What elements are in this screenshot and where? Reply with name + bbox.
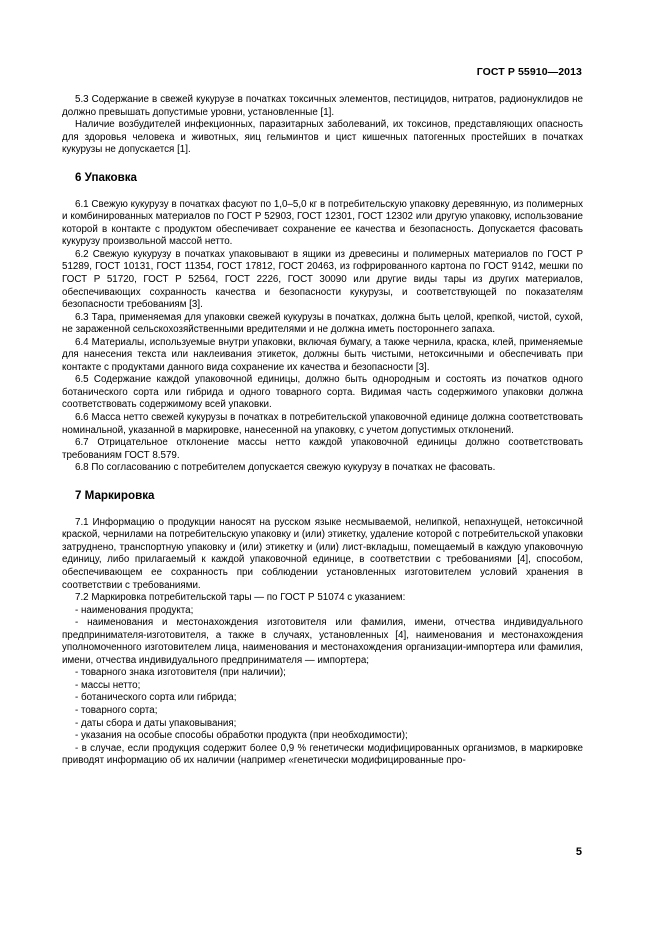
paragraph-pathogens: Наличие возбудителей инфекционных, паразитарных заболеваний, их токсинов, представляющих опасность для здоровья человека и животных, яиц гельминтов и цист кишечных патогенных простейших в початках кукурузы не допускается [1]. bbox=[62, 119, 583, 156]
page-number: 5 bbox=[575, 846, 582, 858]
paragraph-6-2: 6.2 Свежую кукурузу в початках упаковывают в ящики из древесины и полимерных материалов по ГОСТ Р 51289, ГОСТ 10131, ГОСТ 11354, ГОСТ 17812, ГОСТ 20463, из гофрированного картона по ГОСТ 9142, мешки по ГОСТ Р 51720, ГОСТ Р 52564, ГОСТ 2226, ГОСТ 30090 или другие виды тары из других материалов, обеспечивающих сохранность качества и безопасности кукурузы, и соответствующей по показателям безопасности требованиям [3]. bbox=[62, 248, 583, 311]
paragraph-6-7: 6.7 Отрицательное отклонение массы нетто каждой упаковочной единицы должно соответствовать требованиям ГОСТ 8.579. bbox=[62, 437, 583, 461]
list-item: - наименования продукта; bbox=[75, 604, 194, 616]
paragraph-6-1: 6.1 Свежую кукурузу в початках фасуют по 1,0–5,0 кг в потребительскую упаковку деревянную, из полимерных и комбинированных материалов по ГОСТ Р 52903, ГОСТ 12301, ГОСТ 12302 или другую упаковку, использование которой в контакте с продуктом обеспечивает сохранение ее качества и безопасность. Допускается фасовать кукурузу произвольной массой нетто. bbox=[62, 198, 583, 248]
list-item: - наименования и местонахождения изготовителя или фамилия, имени, отчества индивидуального предпринимателя-изготовителя, а также в случаях, установленных [4], наименования и местонахождения уполномоченного изготовителем лица, наименования и местонахождения организации-импортера или фамилия, имени, отчества индивидуального предпринимателя — импортера; bbox=[62, 617, 583, 666]
paragraph-6-3: 6.3 Тара, применяемая для упаковки свежей кукурузы в початках, должна быть целой, крепкой, чистой, сухой, не зараженной сельскохозяйственными вредителями и не должна иметь постороннего запаха. bbox=[62, 311, 583, 336]
list-item: - товарного знака изготовителя (при наличии); bbox=[75, 667, 286, 679]
paragraph-6-6: 6.6 Масса нетто свежей кукурузы в початках в потребительской упаковочной единице должна соответствовать номинальной, указанной в маркировке, нанесенной на упаковку, с учетом допустимых отклонений. bbox=[62, 412, 583, 436]
section-7-title: 7 Маркировка bbox=[75, 488, 155, 502]
list-item: - в случае, если продукция содержит более 0,9 % генетически модифицированных организмов, в маркировке приводят информацию об их наличии (например «генетически модифицированные про- bbox=[62, 742, 583, 767]
list-item: - даты сбора и даты упаковывания; bbox=[75, 717, 237, 729]
list-item: - ботанического сорта или гибрида; bbox=[75, 692, 237, 704]
paragraph-7-1: 7.1 Информацию о продукции наносят на русском языке несмываемой, нелипкой, непахнущей, нетоксичной краской, чернилами на потребительскую упаковку и (или) этикетку, удаление которой с потребительской упаковки затруднено, транспортную упаковку и (или) этикетку и (или) лист-вкладыш, помещаемый в каждую упаковочную единицу, либо прилагаемый к каждой упаковочной единице, в соответствии с требованиями [4], способом, обеспечивающем ее сохранность при соблюдении установленных изготовителем условий хранения в соответствии с требованиями. bbox=[62, 516, 583, 591]
paragraph-6-5: 6.5 Содержание каждой упаковочной единицы, должно быть однородным и состоять из початков одного ботанического сорта или гибрида и одного товарного сорта. Видимая часть содержимого упаковки должна соответствовать содержимому всей упаковки. bbox=[62, 374, 583, 411]
paragraph-7-2: 7.2 Маркировка потребительской тары — по ГОСТ Р 51074 с указанием: bbox=[75, 592, 406, 604]
list-item: - указания на особые способы обработки продукта (при необходимости); bbox=[75, 730, 408, 742]
section-6-title: 6 Упаковка bbox=[75, 170, 137, 184]
list-item: - товарного сорта; bbox=[75, 704, 158, 716]
list-item: - массы нетто; bbox=[75, 679, 141, 691]
page-content bbox=[62, 94, 583, 768]
standard-designation: ГОСТ Р 55910—2013 bbox=[476, 66, 582, 78]
paragraph-6-4: 6.4 Материалы, используемые внутри упаковки, включая бумагу, а также чернила, краска, клей, применяемые для нанесения текста или наклеивания этикеток, должны быть чистыми, нетоксичными и обеспечивать при контакте с продуктами данного вида сохранение их качества и безопасности [3]. bbox=[62, 336, 583, 373]
paragraph-6-8: 6.8 По согласованию с потребителем допускается свежую кукурузу в початках не фасовать. bbox=[75, 462, 496, 474]
paragraph-5-3: 5.3 Содержание в свежей кукурузе в початках токсичных элементов, пестицидов, нитратов, радионуклидов не должно превышать допустимые уровни, установленные [1]. bbox=[62, 94, 583, 118]
